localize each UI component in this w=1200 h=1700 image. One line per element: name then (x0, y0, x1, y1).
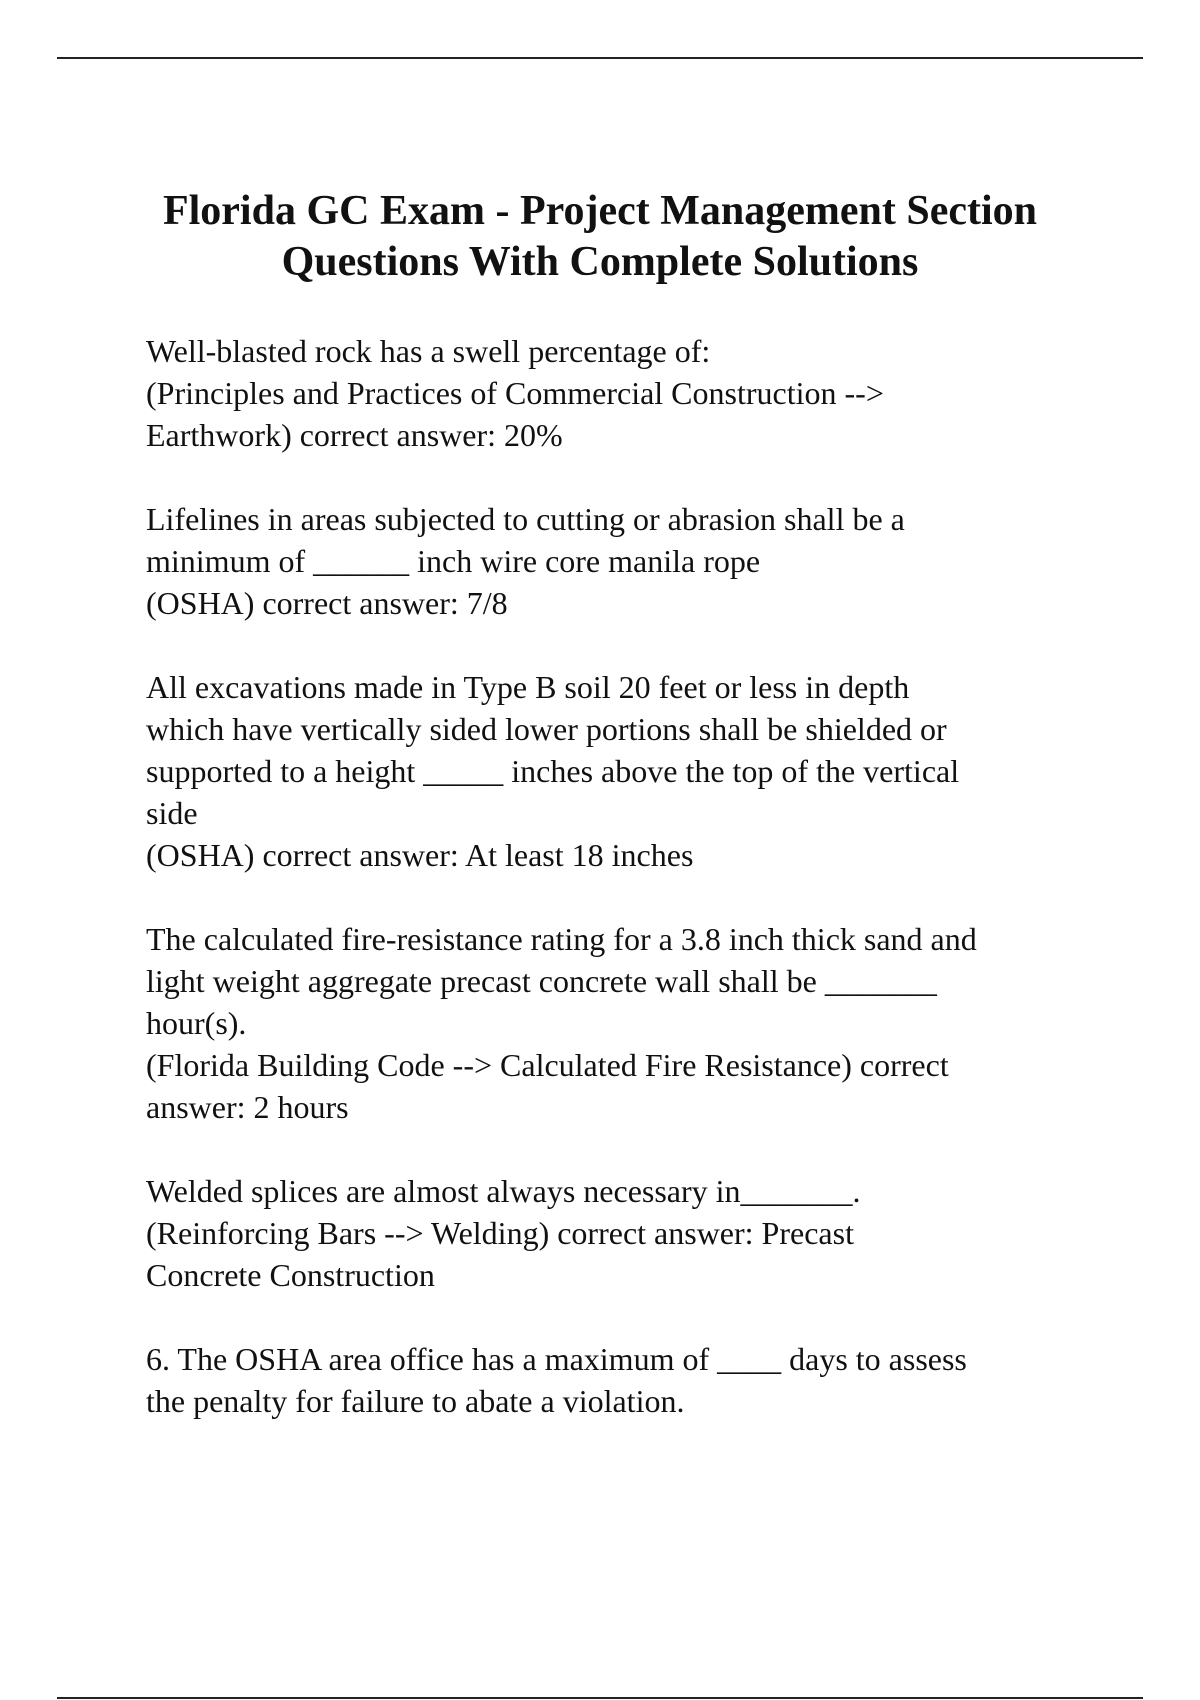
question-list (146, 330, 1106, 1464)
question-block-6 (146, 1338, 1106, 1422)
question-line: minimum of ______ inch wire core manila rope (146, 543, 761, 579)
answer-line: (OSHA) correct answer: At least 18 inches (146, 837, 694, 873)
question-block-3 (146, 666, 1106, 876)
answer-line: (OSHA) correct answer: 7/8 (146, 585, 508, 621)
answer-line: (Reinforcing Bars --> Welding) correct answer: Precast (146, 1215, 854, 1251)
top-rule (57, 57, 1143, 59)
question-block-5 (146, 1170, 1106, 1296)
question-line: Lifelines in areas subjected to cutting or abrasion shall be a (146, 501, 905, 537)
question-line: All excavations made in Type B soil 20 feet or less in depth (146, 669, 910, 705)
question-line: Well-blasted rock has a swell percentage of: (146, 333, 711, 369)
question-line: the penalty for failure to abate a violation. (146, 1383, 685, 1419)
question-line: 6. The OSHA area office has a maximum of ____ days to assess (146, 1341, 967, 1377)
document-title (100, 186, 1100, 288)
question-line: light weight aggregate precast concrete wall shall be _______ (146, 963, 937, 999)
bottom-rule (57, 1697, 1143, 1699)
question-line: (Principles and Practices of Commercial Construction --> (146, 375, 884, 411)
title-line-1: Florida GC Exam - Project Management Section (162, 188, 1038, 234)
answer-line: answer: 2 hours (146, 1089, 349, 1125)
question-block-1 (146, 330, 1106, 456)
answer-line: (Florida Building Code --> Calculated Fire Resistance) correct (146, 1047, 949, 1083)
question-line: hour(s). (146, 1005, 247, 1041)
question-line: supported to a height _____ inches above the top of the vertical (146, 753, 960, 789)
question-line: which have vertically sided lower portions shall be shielded or (146, 711, 947, 747)
answer-line: Earthwork) correct answer: 20% (146, 417, 563, 453)
question-block-2 (146, 498, 1106, 624)
title-line-2: Questions With Complete Solutions (281, 239, 919, 285)
question-line: side (146, 795, 198, 831)
question-block-4 (146, 918, 1106, 1128)
answer-line: Concrete Construction (146, 1257, 435, 1293)
question-line: Welded splices are almost always necessary in_______. (146, 1173, 861, 1209)
question-line: The calculated fire-resistance rating for a 3.8 inch thick sand and (146, 921, 977, 957)
